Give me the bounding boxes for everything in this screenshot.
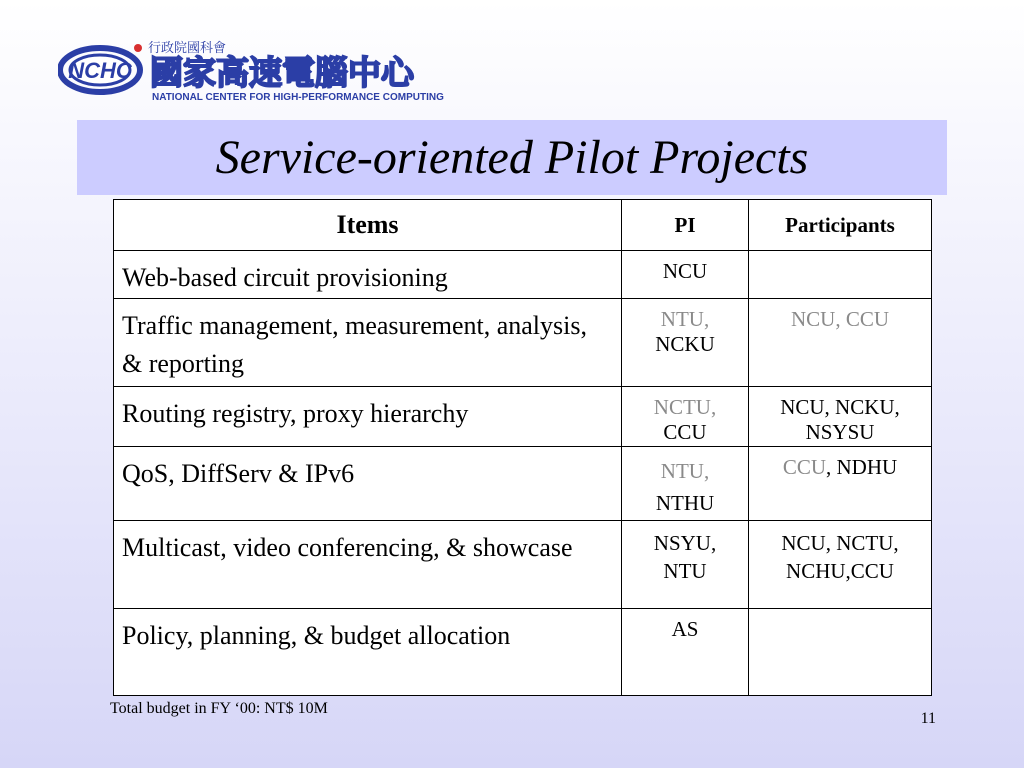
pi-cell: [622, 299, 749, 387]
participants-cell: [749, 521, 932, 609]
pi-line: AS: [671, 617, 699, 641]
table-row: [114, 521, 932, 609]
header-items: Items: [114, 200, 622, 251]
participant-line: [749, 455, 931, 480]
participants-cell: [749, 609, 932, 696]
participant-part: CCU: [782, 455, 826, 479]
participant-line: NCU, NCTU,: [781, 531, 899, 555]
table-row: [114, 387, 932, 447]
pi-cell: [622, 447, 749, 521]
pi-line: CCU: [663, 420, 707, 444]
pi-line: NTHU: [655, 491, 715, 515]
item-cell: Policy, planning, & budget allocation: [114, 609, 622, 696]
participants-cell: [749, 299, 932, 387]
header-pi: PI: [622, 200, 749, 251]
pi-line: NCU: [662, 259, 708, 283]
slide-title: Service-oriented Pilot Projects: [215, 131, 809, 184]
pi-cell: [622, 521, 749, 609]
header-participants: Participants: [749, 200, 932, 251]
item-cell: Multicast, video conferencing, & showcase: [114, 521, 622, 609]
item-cell: Routing registry, proxy hierarchy: [114, 387, 622, 447]
participant-line: NCHU,CCU: [786, 559, 894, 583]
projects-table: [113, 199, 932, 696]
pi-line: NTU,: [660, 459, 710, 483]
item-cell: Traffic management, measurement, analysis, & reporting: [114, 299, 622, 387]
logo-subtitle: 行政院國科會: [148, 41, 227, 56]
participant-part: , NDHU: [826, 455, 898, 479]
pi-cell: [622, 387, 749, 447]
participant-line: NCU, NCKU,: [780, 395, 900, 419]
title-band: [77, 120, 947, 195]
pi-line: NTU,: [660, 307, 710, 331]
table-row: [114, 447, 932, 521]
table-row: [114, 299, 932, 387]
participant-line: NCU, CCU: [790, 307, 890, 331]
pi-line: NCTU,: [653, 395, 717, 419]
table-row: [114, 251, 932, 299]
page-number: 11: [920, 710, 936, 727]
item-cell: QoS, DiffServ & IPv6: [114, 447, 622, 521]
table-header-row: [114, 200, 932, 251]
participants-cell: [749, 387, 932, 447]
participants-cell: [749, 447, 932, 521]
nchc-logo: [58, 34, 450, 106]
pi-line: NSYU,: [653, 531, 717, 555]
pi-cell: [622, 609, 749, 696]
logo-name-cn: 國家高速電腦中心: [150, 53, 414, 92]
participants-cell: [749, 251, 932, 299]
pi-line: NTU: [663, 559, 707, 583]
footer-note: Total budget in FY ‘00: NT$ 10M: [110, 700, 328, 717]
participant-line: NSYSU: [805, 420, 875, 444]
item-cell: Web-based circuit provisioning: [114, 251, 622, 299]
logo-acronym: NCHC: [68, 58, 132, 83]
pi-cell: [622, 251, 749, 299]
pi-line: NCKU: [655, 332, 715, 356]
table-row: [114, 609, 932, 696]
logo-name-en: NATIONAL CENTER FOR HIGH-PERFORMANCE COMPUTING: [152, 92, 444, 103]
